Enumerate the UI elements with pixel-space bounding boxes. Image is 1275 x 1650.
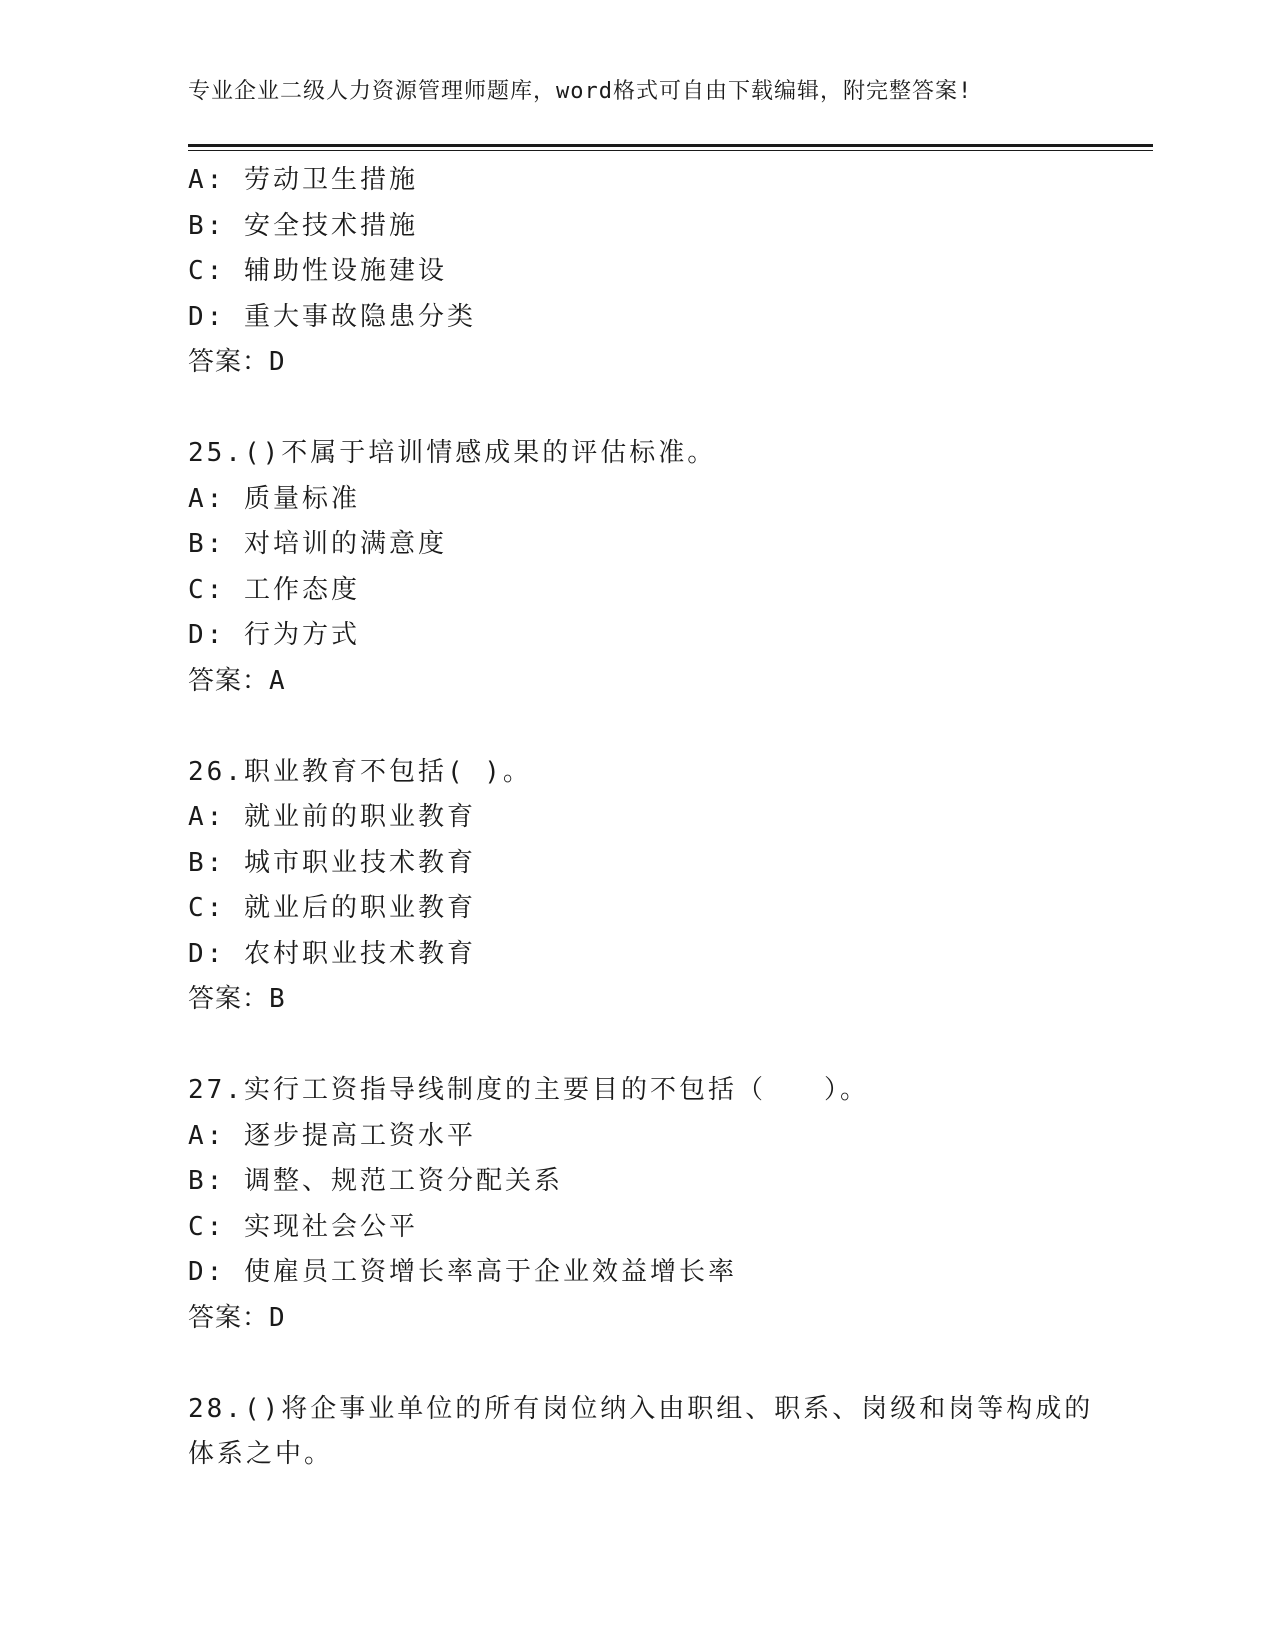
option-d: D: 农村职业技术教育 xyxy=(188,938,476,969)
header-divider-thin xyxy=(188,150,1153,151)
option-c: C: 就业后的职业教育 xyxy=(188,893,476,923)
option-a: A: 劳动卫生措施 xyxy=(188,165,418,195)
answer: 答案：D xyxy=(188,347,286,377)
question-24 xyxy=(188,158,1088,386)
question-25 xyxy=(188,431,1088,704)
option-d: D: 重大事故隐患分类 xyxy=(188,301,476,332)
answer: 答案：B xyxy=(188,984,286,1014)
option-c: C: 实现社会公平 xyxy=(188,1211,418,1242)
option-c: C: 辅助性设施建设 xyxy=(188,256,447,286)
option-b: B: 调整、规范工资分配关系 xyxy=(188,1166,563,1196)
spacer xyxy=(188,386,1088,432)
spacer xyxy=(188,704,1088,750)
option-d: D: 使雇员工资增长率高于企业效益增长率 xyxy=(188,1257,737,1287)
spacer xyxy=(188,1341,1088,1387)
question-text: 25.()不属于培训情感成果的评估标准。 xyxy=(188,438,717,468)
option-a: A: 质量标准 xyxy=(188,483,360,514)
option-a: A: 逐步提高工资水平 xyxy=(188,1120,476,1151)
question-28 xyxy=(188,1387,1094,1478)
page-header-title: 专业企业二级人力资源管理师题库，word格式可自由下载编辑，附完整答案! xyxy=(188,79,973,104)
answer: 答案：A xyxy=(188,665,286,696)
option-b: B: 城市职业技术教育 xyxy=(188,847,476,878)
question-text-line-2: 体系之中。 xyxy=(188,1439,334,1469)
question-text-line-1: 28.()将企事业单位的所有岗位纳入由职组、职系、岗级和岗等构成的 xyxy=(188,1393,1094,1424)
header-divider xyxy=(188,144,1153,147)
question-26 xyxy=(188,750,1088,1023)
question-text: 26.职业教育不包括( )。 xyxy=(188,756,532,787)
option-a: A: 就业前的职业教育 xyxy=(188,802,476,832)
question-text: 27.实行工资指导线制度的主要目的不包括（ ）。 xyxy=(188,1075,869,1105)
question-list xyxy=(188,158,1094,1478)
spacer xyxy=(188,1023,1088,1069)
option-c: C: 工作态度 xyxy=(188,574,360,605)
question-27 xyxy=(188,1068,1088,1341)
option-b: B: 安全技术措施 xyxy=(188,210,418,241)
option-d: D: 行为方式 xyxy=(188,620,360,650)
answer: 答案：D xyxy=(188,1302,286,1333)
option-b: B: 对培训的满意度 xyxy=(188,529,447,559)
